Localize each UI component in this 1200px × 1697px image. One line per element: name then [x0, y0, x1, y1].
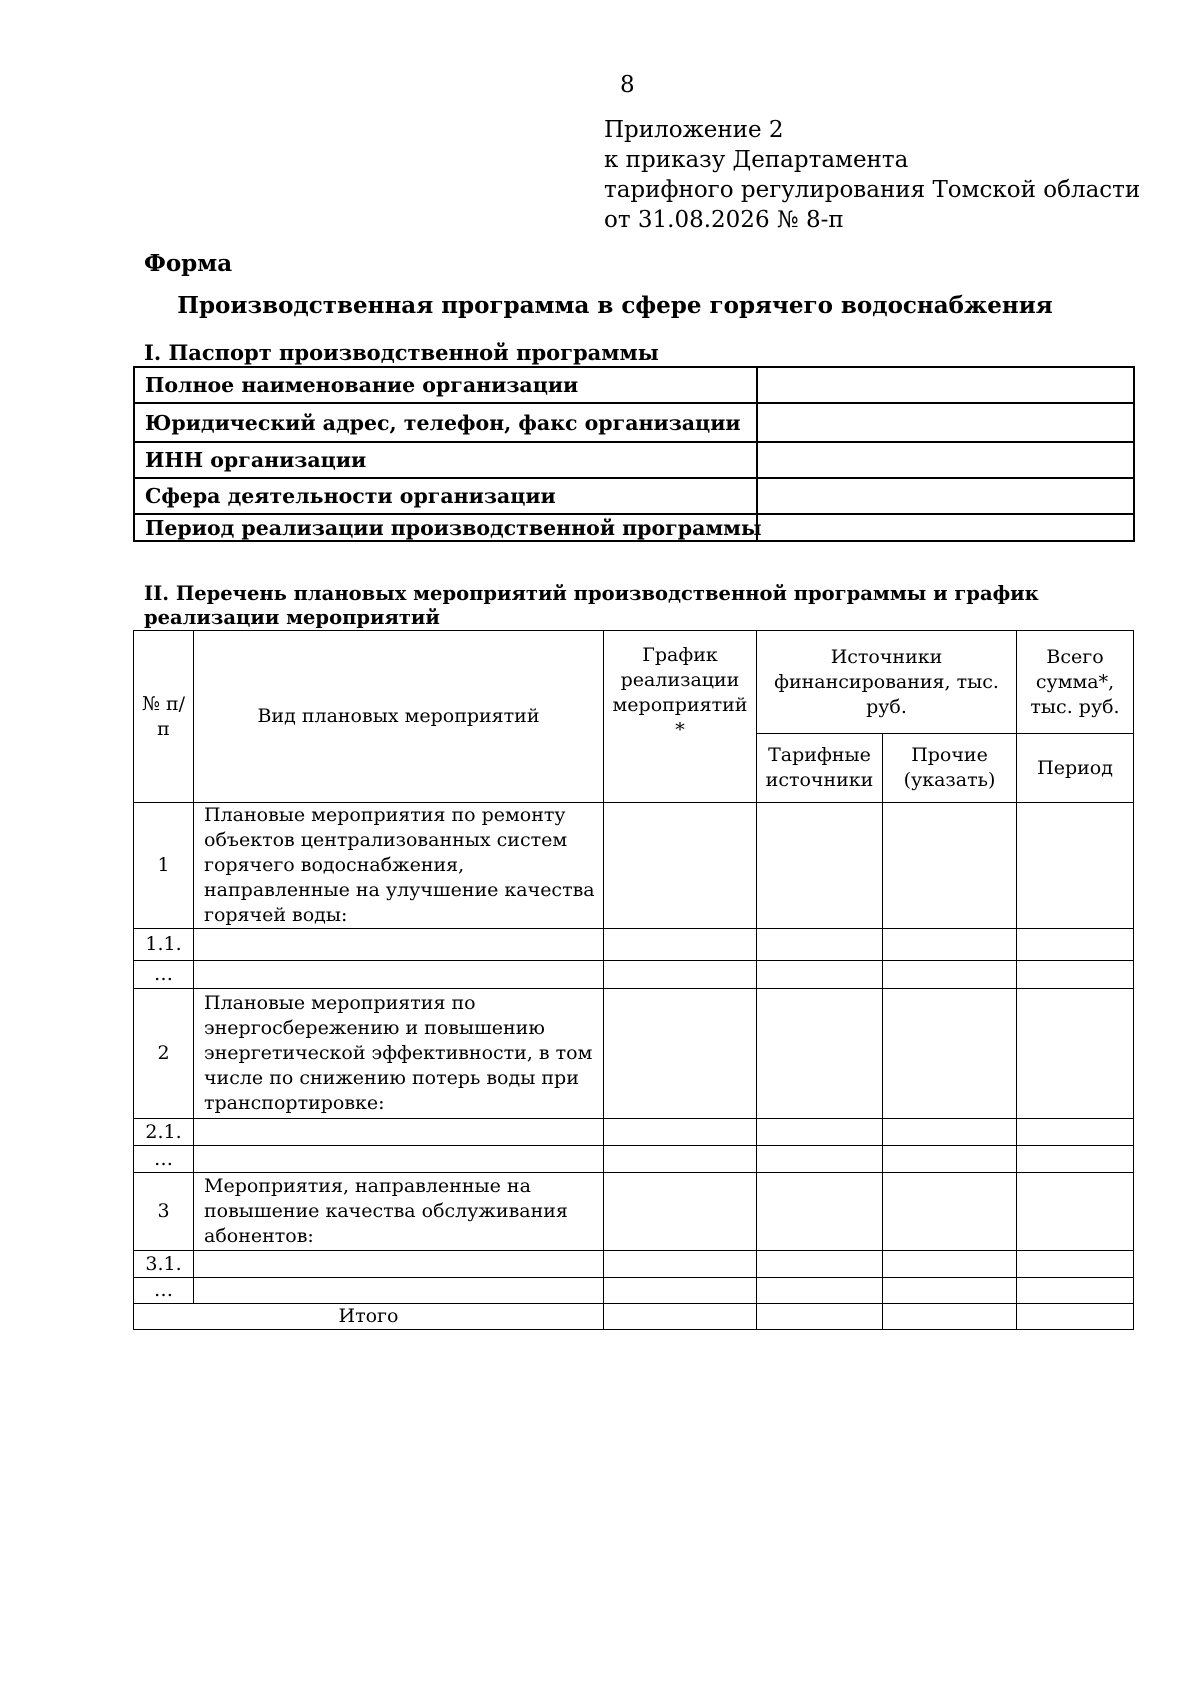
total-label: Итого: [134, 1304, 604, 1330]
table-row: [134, 1146, 1134, 1173]
period-cell[interactable]: [1017, 1173, 1134, 1251]
table-row: [134, 961, 1134, 989]
row-number: 1: [134, 803, 194, 929]
document-title: Производственная программа в сфере горячего водоснабжения: [177, 292, 1053, 319]
row-number: …: [134, 1146, 194, 1173]
other-cell[interactable]: [883, 961, 1017, 989]
passport-value-cell[interactable]: [757, 367, 1134, 403]
appendix-line: к приказу Департамента: [604, 147, 909, 173]
header-sources: Источники финансирования, тыс. руб.: [757, 631, 1017, 734]
passport-row: [134, 367, 1134, 403]
page-number: 8: [620, 72, 635, 98]
appendix-line: тарифного регулирования Томской области: [604, 177, 1141, 203]
header-kind: Вид плановых мероприятий: [194, 631, 604, 803]
tariff-cell[interactable]: [757, 1146, 883, 1173]
period-cell[interactable]: [1017, 803, 1134, 929]
row-activity[interactable]: [194, 1119, 604, 1146]
tariff-cell[interactable]: [757, 989, 883, 1119]
passport-row: [134, 514, 1134, 541]
table-row: [134, 929, 1134, 961]
other-cell[interactable]: [883, 1119, 1017, 1146]
table-row: [134, 1173, 1134, 1251]
passport-row: [134, 478, 1134, 514]
row-number: …: [134, 1278, 194, 1304]
period-total-cell[interactable]: [1017, 1304, 1134, 1330]
passport-label: ИНН организации: [134, 442, 757, 478]
schedule-cell[interactable]: [604, 1251, 757, 1278]
other-total-cell[interactable]: [883, 1304, 1017, 1330]
period-cell[interactable]: [1017, 961, 1134, 989]
period-cell[interactable]: [1017, 1119, 1134, 1146]
other-cell[interactable]: [883, 1146, 1017, 1173]
section2-title: II. Перечень плановых мероприятий производственной программы и график реализации мероприятий: [144, 582, 1039, 629]
tariff-cell[interactable]: [757, 1119, 883, 1146]
table-row: [134, 803, 1134, 929]
row-number: 1.1.: [134, 929, 194, 961]
other-cell[interactable]: [883, 1251, 1017, 1278]
header-total: Всего сумма*, тыс. руб.: [1017, 631, 1134, 734]
table-row: [134, 989, 1134, 1119]
row-activity: Плановые мероприятия по энергосбережению и повышению энергетической эффективности, в том числе по снижению потерь воды при транспортировке:: [194, 989, 604, 1119]
tariff-cell[interactable]: [757, 929, 883, 961]
period-cell[interactable]: [1017, 1251, 1134, 1278]
passport-value-cell[interactable]: [757, 442, 1134, 478]
tariff-cell[interactable]: [757, 1278, 883, 1304]
schedule-total-cell[interactable]: [604, 1304, 757, 1330]
appendix-line: Приложение 2: [604, 117, 784, 143]
row-activity: Плановые мероприятия по ремонту объектов централизованных систем горячего водоснабжения, направленные на улучшение качества горячей воды:: [194, 803, 604, 929]
table-row: [134, 1251, 1134, 1278]
schedule-cell[interactable]: [604, 929, 757, 961]
period-cell[interactable]: [1017, 929, 1134, 961]
row-activity[interactable]: [194, 1278, 604, 1304]
schedule-cell[interactable]: [604, 1173, 757, 1251]
plan-table: [133, 630, 1134, 1330]
other-cell[interactable]: [883, 929, 1017, 961]
passport-label: Полное наименование организации: [134, 367, 757, 403]
schedule-cell[interactable]: [604, 961, 757, 989]
other-cell[interactable]: [883, 1278, 1017, 1304]
header-period: Период: [1017, 734, 1134, 803]
schedule-cell[interactable]: [604, 1146, 757, 1173]
plan-header-row: [134, 631, 1134, 734]
tariff-cell[interactable]: [757, 961, 883, 989]
row-number: 3: [134, 1173, 194, 1251]
period-cell[interactable]: [1017, 1146, 1134, 1173]
row-number: 3.1.: [134, 1251, 194, 1278]
row-activity[interactable]: [194, 1251, 604, 1278]
passport-label: Период реализации производственной программы: [134, 514, 757, 541]
row-activity: Мероприятия, направленные на повышение качества обслуживания абонентов:: [194, 1173, 604, 1251]
tariff-cell[interactable]: [757, 803, 883, 929]
form-label: Форма: [144, 250, 233, 277]
table-row: [134, 1119, 1134, 1146]
tariff-cell[interactable]: [757, 1251, 883, 1278]
row-activity[interactable]: [194, 1146, 604, 1173]
other-cell[interactable]: [883, 803, 1017, 929]
passport-table: [133, 366, 1135, 542]
appendix-line: от 31.08.2026 № 8-п: [604, 207, 844, 233]
passport-row: [134, 403, 1134, 442]
header-tariff: Тарифные источники: [757, 734, 883, 803]
row-number: …: [134, 961, 194, 989]
other-cell[interactable]: [883, 1173, 1017, 1251]
schedule-cell[interactable]: [604, 803, 757, 929]
passport-value-cell[interactable]: [757, 478, 1134, 514]
header-other: Прочие (указать): [883, 734, 1017, 803]
tariff-cell[interactable]: [757, 1173, 883, 1251]
row-number: 2: [134, 989, 194, 1119]
passport-value-cell[interactable]: [757, 514, 1134, 541]
total-row: [134, 1304, 1134, 1330]
period-cell[interactable]: [1017, 1278, 1134, 1304]
row-activity[interactable]: [194, 929, 604, 961]
tariff-total-cell[interactable]: [757, 1304, 883, 1330]
section1-title: I. Паспорт производственной программы: [144, 340, 659, 365]
header-num: № п/п: [134, 631, 194, 803]
schedule-cell[interactable]: [604, 989, 757, 1119]
table-row: [134, 1278, 1134, 1304]
period-cell[interactable]: [1017, 989, 1134, 1119]
schedule-cell[interactable]: [604, 1119, 757, 1146]
schedule-cell[interactable]: [604, 1278, 757, 1304]
passport-value-cell[interactable]: [757, 403, 1134, 442]
row-number: 2.1.: [134, 1119, 194, 1146]
passport-row: [134, 442, 1134, 478]
appendix-block: [604, 115, 1140, 235]
other-cell[interactable]: [883, 989, 1017, 1119]
passport-label: Юридический адрес, телефон, факс организации: [134, 403, 757, 442]
row-activity[interactable]: [194, 961, 604, 989]
header-schedule: График реализации мероприятий *: [604, 631, 757, 803]
passport-label: Сфера деятельности организации: [134, 478, 757, 514]
